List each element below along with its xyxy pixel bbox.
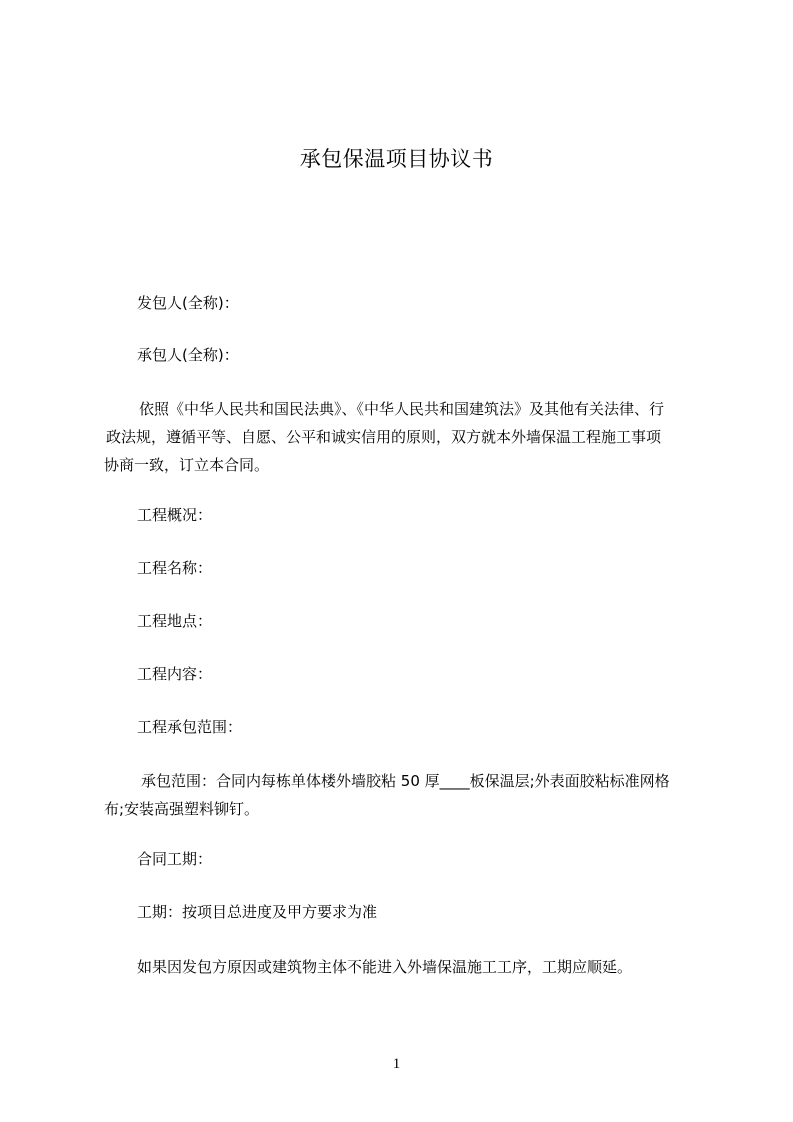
paragraph-basis-line2: 政法规，遵循平等、自愿、公平和诚实信用的原则，双方就本外墙保温工程施工事项 [106,428,662,446]
paragraph-overview: 工程概况： [137,506,213,524]
paragraph-contractor: 承包人(全称)： [137,346,239,364]
page-number: 1 [392,1056,401,1072]
paragraph-scope-detail-line1: 承包范围：合同内每栋单体楼外墙胶粘 50 厚____板保温层;外表面胶粘标准网格 [141,772,670,790]
paragraph-delay-clause: 如果因发包方原因或建筑物主体不能进入外墙保温施工工序，工期应顺延。 [137,958,633,976]
paragraph-contract-period: 合同工期： [137,850,213,868]
paragraph-project-content: 工程内容： [137,665,213,683]
paragraph-scope: 工程承包范围： [137,718,243,736]
paragraph-basis-line3: 协商一致，订立本合同。 [104,456,270,474]
document-title: 承包保温项目协议书 [299,147,494,171]
paragraph-basis-line1: 依照《中华人民共和国民法典》、《中华人民共和国建筑法》及其他有关法律、行 [139,400,665,418]
paragraph-employer: 发包人(全称)： [137,294,239,312]
paragraph-project-name: 工程名称： [137,559,213,577]
paragraph-scope-detail-line2: 布;安装高强塑料铆钉。 [104,800,260,818]
paragraph-period-detail: 工期：按项目总进度及甲方要求为准 [137,903,378,921]
paragraph-project-location: 工程地点： [137,612,213,630]
